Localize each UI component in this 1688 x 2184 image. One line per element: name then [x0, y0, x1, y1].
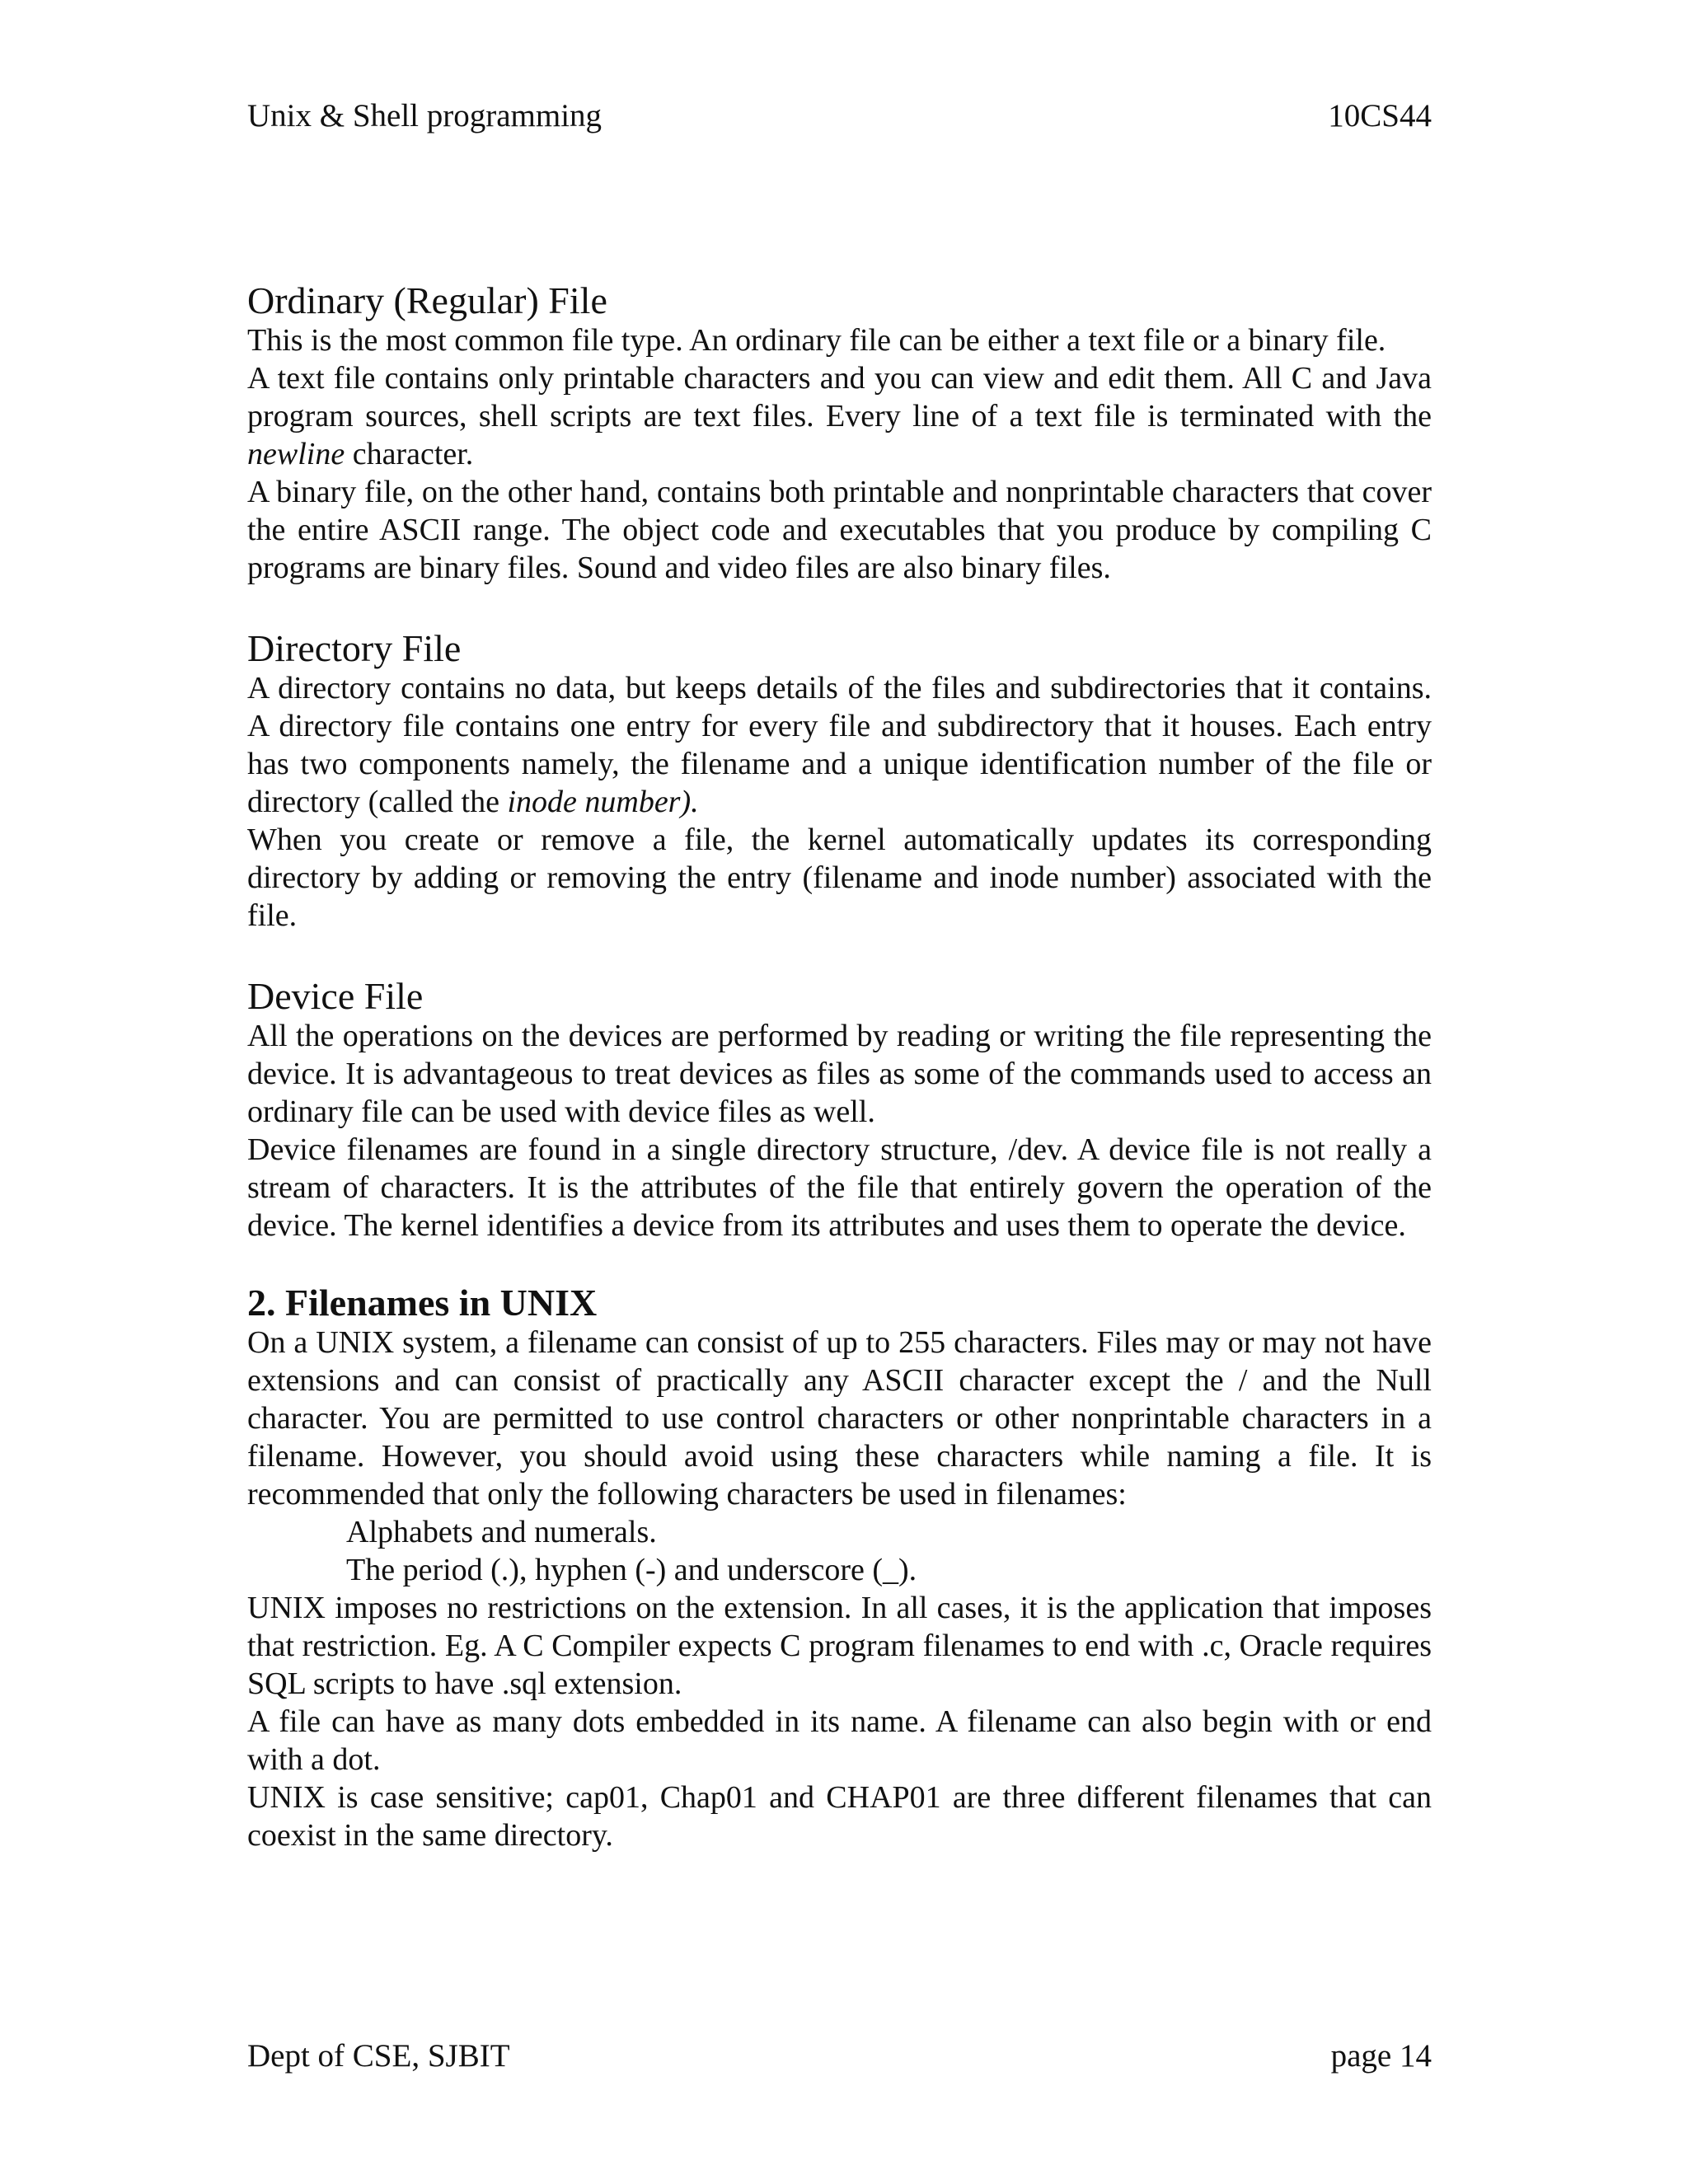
section-filenames-in-unix [247, 1282, 1432, 1854]
paragraph: This is the most common file type. An ordinary file can be either a text file or a binary file. [247, 323, 1386, 358]
footer-department: Dept of CSE, SJBIT [247, 2038, 510, 2074]
paragraph-text: A text file contains only printable characters and you can view and edit them. All C and Java program sources, shell scripts are text files. Every line of a text file is terminated with the [247, 361, 1432, 434]
paragraph: A file can have as many dots embedded in its name. A filename can also begin with or end with a dot. [247, 1704, 1432, 1777]
section-directory-file [247, 628, 1432, 935]
section-heading: Directory File [247, 627, 462, 669]
paragraph: On a UNIX system, a filename can consist of up to 255 characters. Files may or may not have extensions and can consist of practically any ASCII character except the / and the Null character. You are permitted to use control characters or other nonprintable characters in a filename. However, you should avoid using these characters while naming a file. It is recommended that only the following characters be used in filenames: [247, 1325, 1432, 1511]
document-page [247, 0, 1432, 2184]
section-device-file [247, 976, 1432, 1244]
section-heading: 2. Filenames in UNIX [247, 1282, 598, 1324]
paragraph: When you create or remove a file, the kernel automatically updates its corresponding directory by adding or removing the entry (filename and inode number) associated with the file. [247, 823, 1432, 933]
paragraph: All the operations on the devices are performed by reading or writing the file representing the device. It is advantageous to treat devices as files as some of the commands used to access an ordinary file can be used with device files as well. [247, 1019, 1432, 1129]
paragraph-text: character. [345, 437, 474, 471]
paragraph: UNIX is case sensitive; cap01, Chap01 and CHAP01 are three different filenames that can coexist in the same directory. [247, 1780, 1432, 1853]
section-ordinary-file [247, 280, 1432, 587]
paragraph-text: A directory contains no data, but keeps details of the files and subdirectories that it contains. A directory file contains one entry for every file and subdirectory that it houses. Each entry has two components namely, the filename and a unique identification number of the file or directory (called the [247, 671, 1432, 819]
page-content [247, 280, 1432, 1854]
page-footer [247, 2037, 1432, 2075]
footer-page-number: page 14 [1330, 2038, 1432, 2074]
emphasis-text: newline [247, 437, 345, 471]
list-item: The period (.), hyphen (-) and underscore (_). [346, 1553, 917, 1587]
section-heading: Ordinary (Regular) File [247, 279, 607, 321]
paragraph: UNIX imposes no restrictions on the extension. In all cases, it is the application that imposes that restriction. Eg. A C Compiler expects C program filenames to end with .c, Oracle requires SQL scripts to have .sql extension. [247, 1591, 1432, 1701]
page-header [247, 97, 1432, 135]
list-item: Alphabets and numerals. [346, 1515, 657, 1549]
emphasis-text: inode number). [507, 785, 699, 819]
paragraph [247, 359, 1432, 473]
paragraph [247, 669, 1432, 821]
header-course-title: Unix & Shell programming [247, 98, 603, 134]
header-course-code: 10CS44 [1328, 98, 1432, 134]
paragraph: Device filenames are found in a single directory structure, /dev. A device file is not really a stream of characters. It is the attributes of the file that entirely govern the operation of the device. The kernel identifies a device from its attributes and uses them to operate the device. [247, 1132, 1432, 1243]
paragraph: A binary file, on the other hand, contains both printable and nonprintable characters that cover the entire ASCII range. The object code and executables that you produce by compiling C programs are binary files. Sound and video files are also binary files. [247, 475, 1432, 585]
section-heading: Device File [247, 975, 424, 1017]
